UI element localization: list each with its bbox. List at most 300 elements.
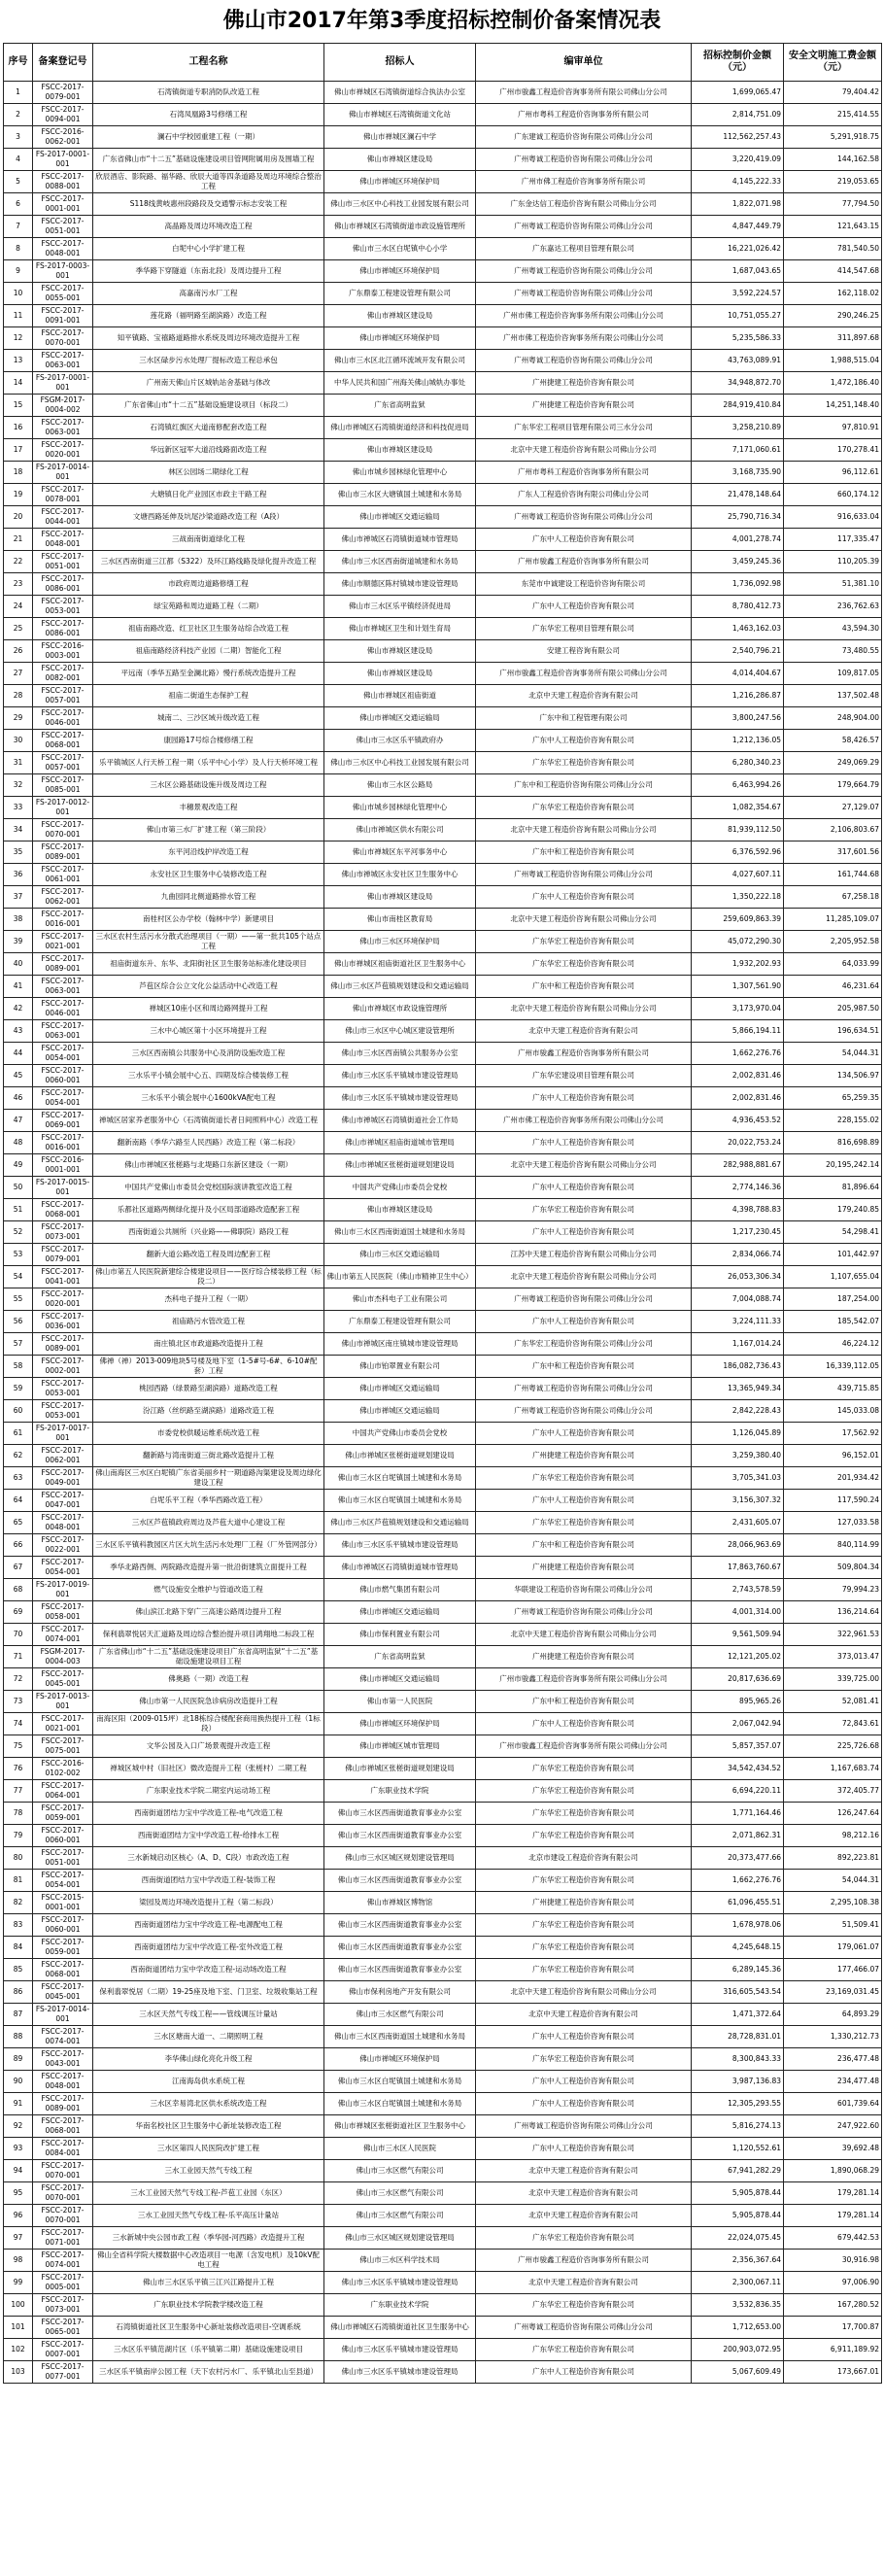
cell-filing-no: FSCC-2017-0045-001 <box>33 1981 93 2004</box>
cell-tenderer: 佛山市禅城区张槎街道规划建设局 <box>324 1445 476 1467</box>
cell-control-price: 9,561,509.94 <box>692 1624 784 1646</box>
cell-reviewer: 北京中天建工程造价咨询有限公司 <box>476 2004 692 2026</box>
cell-safety-fee: 215,414.55 <box>784 104 882 126</box>
cell-index: 92 <box>4 2115 33 2138</box>
cell-reviewer: 广州捷建工程造价咨询有限公司 <box>476 395 692 417</box>
cell-tenderer: 中华人民共和国广州海关佛山城轨办事处 <box>324 372 476 395</box>
cell-index: 17 <box>4 439 33 462</box>
cell-control-price: 4,847,449.79 <box>692 216 784 238</box>
cell-reviewer: 广东中和工程管理有限公司 <box>476 707 692 730</box>
cell-control-price: 1,212,136.05 <box>692 730 784 752</box>
cell-filing-no: FSCC-2017-0059-001 <box>33 1937 93 1959</box>
cell-tenderer: 广东省高明监狱 <box>324 1646 476 1668</box>
cell-tenderer: 佛山市城乡园林绿化管理中心 <box>324 462 476 484</box>
cell-index: 26 <box>4 640 33 663</box>
cell-safety-fee: 14,251,148.40 <box>784 395 882 417</box>
cell-index: 3 <box>4 126 33 149</box>
cell-control-price: 4,245,648.15 <box>692 1937 784 1959</box>
cell-safety-fee: 127,033.58 <box>784 1512 882 1534</box>
cell-tenderer: 佛山市禅城区祖庙街道城市管理局 <box>324 1132 476 1154</box>
cell-control-price: 67,941,282.29 <box>692 2160 784 2182</box>
cell-tenderer: 佛山市三水区燃气有限公司 <box>324 2182 476 2205</box>
cell-index: 46 <box>4 1087 33 1110</box>
cell-project-name: 祖庙南路改造、红卫社区卫生服务站综合改造工程 <box>93 618 324 640</box>
cell-control-price: 2,814,751.09 <box>692 104 784 126</box>
cell-project-name: 祖庙二街道生态保护工程 <box>93 685 324 707</box>
cell-tenderer: 佛山市三水区西南街道教育事业办公室 <box>324 1914 476 1937</box>
cell-reviewer: 广东建诚工程造价咨询有限公司佛山分公司 <box>476 126 692 149</box>
cell-safety-fee: 205,987.50 <box>784 998 882 1020</box>
cell-project-name: 杰科电子提升工程（一期） <box>93 1288 324 1311</box>
cell-safety-fee: 290,246.25 <box>784 305 882 327</box>
cell-safety-fee: 372,405.77 <box>784 1780 882 1803</box>
cell-filing-no: FSCC-2017-0053-001 <box>33 1400 93 1423</box>
cell-safety-fee: 46,224.12 <box>784 1333 882 1356</box>
table-row <box>4 1892 882 1914</box>
cell-project-name: 三水乐平小镇会展中心1600kVA配电工程 <box>93 1087 324 1110</box>
cell-project-name: 佛山全省科学院大楼数据中心改造项目一电源（含发电机）及10kV配电工程 <box>93 2250 324 2272</box>
table-row <box>4 171 882 193</box>
cell-project-name: 三水区西南街道三江都（S322）及环江路线路及绿化提升改造工程 <box>93 551 324 573</box>
cell-index: 22 <box>4 551 33 573</box>
cell-safety-fee: 144,162.58 <box>784 149 882 171</box>
cell-safety-fee: 58,426.57 <box>784 730 882 752</box>
cell-safety-fee: 322,961.53 <box>784 1624 882 1646</box>
cell-filing-no: FSCC-2017-0077-001 <box>33 2361 93 2384</box>
table-row <box>4 529 882 551</box>
cell-project-name: 梁园及周边环境改造提升工程（第二标段） <box>93 1892 324 1914</box>
cell-tenderer: 佛山市禅城区建设局 <box>324 640 476 663</box>
cell-reviewer: 广州市骏鑫工程造价咨询事务所有限公司佛山分公司 <box>476 1735 692 1758</box>
cell-filing-no: FSCC-2017-0054-001 <box>33 1043 93 1065</box>
cell-tenderer: 佛山市三水区乐平镇城市建设管理局 <box>324 2361 476 2384</box>
cell-safety-fee: 145,033.08 <box>784 1400 882 1423</box>
cell-safety-fee: 161,744.68 <box>784 864 882 886</box>
table-row <box>4 685 882 707</box>
cell-index: 74 <box>4 1713 33 1735</box>
cell-filing-no: FSCC-2017-0089-001 <box>33 953 93 976</box>
cell-project-name: 大塘镇日化产业园区市政主干路工程 <box>93 484 324 506</box>
cell-safety-fee: 1,330,212.73 <box>784 2026 882 2048</box>
cell-project-name: 平远南（季华五路至金澜北路）慢行系统改造提升工程 <box>93 663 324 685</box>
cell-index: 5 <box>4 171 33 193</box>
cell-tenderer: 佛山市禅城区环境保护局 <box>324 1713 476 1735</box>
cell-reviewer: 广东华宏建设项目管理有限公司 <box>476 1065 692 1087</box>
cell-reviewer: 广东华宏工程造价咨询有限公司 <box>476 1512 692 1534</box>
cell-index: 67 <box>4 1557 33 1579</box>
cell-index: 7 <box>4 216 33 238</box>
cell-index: 35 <box>4 841 33 864</box>
cell-filing-no: FS-2017-0001-001 <box>33 149 93 171</box>
cell-index: 93 <box>4 2138 33 2160</box>
cell-project-name: 知平镇路、宝禧路道路排水系统及周边环境改造提升工程 <box>93 327 324 350</box>
cell-control-price: 12,305,293.55 <box>692 2093 784 2115</box>
cell-filing-no: FSCC-2017-0065-001 <box>33 2317 93 2339</box>
cell-filing-no: FSCC-2017-0068-001 <box>33 1959 93 1981</box>
cell-project-name: 白坭中心小学扩建工程 <box>93 238 324 260</box>
cell-index: 23 <box>4 573 33 596</box>
cell-safety-fee: 101,442.97 <box>784 1244 882 1266</box>
cell-safety-fee: 97,006.90 <box>784 2272 882 2294</box>
col-header-index: 序号 <box>4 44 33 82</box>
cell-project-name: 西南街道团结力宝中学改造工程-电源配电工程 <box>93 1914 324 1937</box>
cell-index: 85 <box>4 1959 33 1981</box>
cell-index: 10 <box>4 283 33 305</box>
cell-filing-no: FSCC-2017-0055-001 <box>33 283 93 305</box>
cell-control-price: 25,790,716.34 <box>692 506 784 529</box>
cell-control-price: 3,592,224.57 <box>692 283 784 305</box>
table-row <box>4 1691 882 1713</box>
cell-reviewer: 广州市佛工程造价咨询事务所有限公司 <box>476 171 692 193</box>
cell-filing-no: FSCC-2017-0049-001 <box>33 1467 93 1490</box>
table-row <box>4 193 882 216</box>
cell-filing-no: FSCC-2017-0044-001 <box>33 506 93 529</box>
cell-control-price: 112,562,257.43 <box>692 126 784 149</box>
cell-safety-fee: 170,278.41 <box>784 439 882 462</box>
table-row <box>4 596 882 618</box>
cell-safety-fee: 79,994.23 <box>784 1579 882 1601</box>
cell-index: 39 <box>4 931 33 953</box>
cell-safety-fee: 137,502.48 <box>784 685 882 707</box>
cell-index: 75 <box>4 1735 33 1758</box>
cell-safety-fee: 64,893.29 <box>784 2004 882 2026</box>
cell-reviewer: 广东嘉达工程项目管理有限公司 <box>476 238 692 260</box>
cell-control-price: 13,365,949.34 <box>692 1378 784 1400</box>
cell-index: 13 <box>4 350 33 372</box>
cell-project-name: 佛山南海区三水区白坭镇广东省美丽乡村一期道路沟渠建设及周边绿化建设工程 <box>93 1467 324 1490</box>
cell-reviewer: 广州粤诚工程造价咨询有限公司佛山分公司 <box>476 506 692 529</box>
cell-index: 54 <box>4 1266 33 1288</box>
cell-control-price: 5,235,586.33 <box>692 327 784 350</box>
cell-tenderer: 佛山市三水区交通运输局 <box>324 1244 476 1266</box>
cell-reviewer: 北京中天建工程造价咨询有限公司 <box>476 2272 692 2294</box>
cell-tenderer: 佛山市三水区乐平镇城市建设管理局 <box>324 2339 476 2361</box>
table-row <box>4 841 882 864</box>
cell-index: 68 <box>4 1579 33 1601</box>
cell-safety-fee: 98,212.16 <box>784 1825 882 1847</box>
cell-tenderer: 佛山市禅城区建设局 <box>324 886 476 909</box>
cell-filing-no: FSCC-2017-0047-001 <box>33 1490 93 1512</box>
cell-project-name: 广州南天佛山片区城轨站舍基础与体改 <box>93 372 324 395</box>
cell-reviewer: 广东中人工程造价咨询有限公司 <box>476 1311 692 1333</box>
cell-index: 42 <box>4 998 33 1020</box>
cell-safety-fee: 185,542.07 <box>784 1311 882 1333</box>
cell-safety-fee: 373,013.47 <box>784 1646 882 1668</box>
cell-control-price: 4,145,222.33 <box>692 171 784 193</box>
cell-filing-no: FSCC-2017-0063-001 <box>33 417 93 439</box>
cell-control-price: 16,221,026.42 <box>692 238 784 260</box>
cell-safety-fee: 11,285,109.07 <box>784 909 882 931</box>
table-row <box>4 1557 882 1579</box>
cell-index: 63 <box>4 1467 33 1490</box>
cell-control-price: 3,259,380.40 <box>692 1445 784 1467</box>
cell-tenderer: 佛山市三水区科学技术局 <box>324 2250 476 2272</box>
cell-control-price: 1,771,164.46 <box>692 1803 784 1825</box>
cell-index: 89 <box>4 2048 33 2071</box>
cell-tenderer: 佛山市三水区白坭镇国土城建和水务局 <box>324 2071 476 2093</box>
table-row <box>4 2227 882 2250</box>
cell-tenderer: 佛山市禅城区东平河事务中心 <box>324 841 476 864</box>
cell-project-name: 广东省佛山市“十二五”基础设施建设项目管网附属用房及围墙工程 <box>93 149 324 171</box>
cell-reviewer: 北京中天建工程造价咨询有限公司佛山分公司 <box>476 1624 692 1646</box>
cell-reviewer: 广州捷建工程造价咨询有限公司 <box>476 372 692 395</box>
cell-index: 76 <box>4 1758 33 1780</box>
cell-filing-no: FS-2017-0017-001 <box>33 1423 93 1445</box>
cell-tenderer: 佛山市三水区乐平镇城市建设管理局 <box>324 1065 476 1087</box>
cell-reviewer: 广东中人工程造价咨询有限公司 <box>476 2138 692 2160</box>
cell-reviewer: 广东中和工程造价咨询有限公司 <box>476 1534 692 1557</box>
col-header-project-name: 工程名称 <box>93 44 324 82</box>
cell-reviewer: 广东中人工程造价咨询有限公司 <box>476 1490 692 1512</box>
cell-index: 60 <box>4 1400 33 1423</box>
cell-reviewer: 广东中人工程造价咨询有限公司 <box>476 1132 692 1154</box>
cell-index: 72 <box>4 1668 33 1691</box>
cell-index: 77 <box>4 1780 33 1803</box>
cell-safety-fee: 64,033.99 <box>784 953 882 976</box>
cell-tenderer: 佛山市三水区芦苞镇规划建设和交通运输局 <box>324 1512 476 1534</box>
cell-project-name: 市委党校供暖运维系统改造工程 <box>93 1423 324 1445</box>
cell-tenderer: 中国共产党佛山市委员会党校 <box>324 1177 476 1199</box>
cell-safety-fee: 660,174.12 <box>784 484 882 506</box>
cell-index: 44 <box>4 1043 33 1065</box>
cell-project-name: 祖庙街道东升、东华、北阳街社区卫生服务站标准化建设项目 <box>93 953 324 976</box>
cell-tenderer: 佛山市禅城区交通运输局 <box>324 1400 476 1423</box>
table-row <box>4 395 882 417</box>
cell-reviewer: 北京中天建工程造价咨询有限公司 <box>476 1020 692 1043</box>
cell-filing-no: FSCC-2017-0041-001 <box>33 1266 93 1288</box>
table-row <box>4 2339 882 2361</box>
table-row <box>4 305 882 327</box>
cell-safety-fee: 234,477.48 <box>784 2071 882 2093</box>
cell-tenderer: 佛山市三水区环境保护局 <box>324 931 476 953</box>
cell-control-price: 2,002,831.46 <box>692 1087 784 1110</box>
cell-project-name: 三水区乐平镇科教园区片区大坑生活污水处理厂工程（厂外管网部分） <box>93 1534 324 1557</box>
cell-reviewer: 北京市建设工程造价咨询有限公司 <box>476 1847 692 1870</box>
cell-control-price: 282,988,881.67 <box>692 1154 784 1177</box>
cell-reviewer: 广东中人工程造价咨询有限公司 <box>476 2026 692 2048</box>
cell-reviewer: 北京中天建工程造价咨询有限公司佛山分公司 <box>476 1154 692 1177</box>
cell-project-name: 三水区第四人民医院改扩建工程 <box>93 2138 324 2160</box>
cell-safety-fee: 225,726.68 <box>784 1735 882 1758</box>
cell-tenderer: 佛山市三水区中心科技工业园发展有限公司 <box>324 193 476 216</box>
cell-project-name: 九曲园同北侧道路排水管工程 <box>93 886 324 909</box>
cell-project-name: 华远新区冠军大道沿线路面改造工程 <box>93 439 324 462</box>
cell-reviewer: 广东华宏工程造价咨询有限公司 <box>476 1937 692 1959</box>
cell-project-name: 乐都社区道路两侧绿化提升及小区局部道路改造配套工程 <box>93 1199 324 1221</box>
cell-reviewer: 广州粤诚工程造价咨询有限公司佛山分公司 <box>476 2317 692 2339</box>
cell-tenderer: 佛山市禅城区石湾镇街道综合执法办公室 <box>324 82 476 104</box>
cell-reviewer: 北京中天建工程造价咨询有限公司 <box>476 2182 692 2205</box>
table-row <box>4 618 882 640</box>
cell-safety-fee: 196,634.51 <box>784 1020 882 1043</box>
cell-filing-no: FSCC-2017-0074-001 <box>33 2026 93 2048</box>
table-row <box>4 1981 882 2004</box>
cell-tenderer: 佛山市三水区芦苞镇规划建设和交通运输局 <box>324 976 476 998</box>
cell-control-price: 1,217,230.45 <box>692 1221 784 1244</box>
cell-project-name: 三水区公路基础设施升级及周边工程 <box>93 774 324 797</box>
table-row <box>4 752 882 774</box>
cell-control-price: 43,763,089.91 <box>692 350 784 372</box>
cell-index: 70 <box>4 1624 33 1646</box>
cell-tenderer: 佛山市禅城区建设局 <box>324 305 476 327</box>
cell-index: 52 <box>4 1221 33 1244</box>
cell-filing-no: FSGM-2017-0004-002 <box>33 395 93 417</box>
cell-tenderer: 佛山市三水区燃气有限公司 <box>324 2004 476 2026</box>
cell-filing-no: FSCC-2017-0079-001 <box>33 1244 93 1266</box>
cell-reviewer: 广东中和工程造价咨询有限公司 <box>476 976 692 998</box>
table-row <box>4 283 882 305</box>
cell-filing-no: FSCC-2017-0020-001 <box>33 439 93 462</box>
cell-safety-fee: 248,904.00 <box>784 707 882 730</box>
cell-reviewer: 广州粤诚工程造价咨询有限公司佛山分公司 <box>476 260 692 283</box>
cell-tenderer: 佛山市禅城区永安社区卫生服务中心 <box>324 864 476 886</box>
cell-filing-no: FSCC-2017-0046-001 <box>33 998 93 1020</box>
cell-index: 80 <box>4 1847 33 1870</box>
cell-filing-no: FSCC-2017-0082-001 <box>33 663 93 685</box>
cell-reviewer: 广州市骏鑫工程造价咨询事务所有限公司 <box>476 2250 692 2272</box>
cell-filing-no: FSCC-2017-0088-001 <box>33 171 93 193</box>
cell-index: 37 <box>4 886 33 909</box>
table-row <box>4 1668 882 1691</box>
cell-reviewer: 广东华宏工程造价咨询有限公司 <box>476 931 692 953</box>
cell-reviewer: 东莞市中诚建设工程造价咨询有限公司 <box>476 573 692 596</box>
table-row <box>4 1534 882 1557</box>
cell-project-name: 翻新路与湾南街道三街北路改造提升工程 <box>93 1445 324 1467</box>
cell-index: 43 <box>4 1020 33 1043</box>
cell-tenderer: 佛山市禅城区环境保护局 <box>324 171 476 193</box>
cell-filing-no: FSCC-2017-0016-001 <box>33 909 93 931</box>
cell-project-name: 季华路下穿隧道（东南北段）及周边提升工程 <box>93 260 324 283</box>
cell-index: 53 <box>4 1244 33 1266</box>
cell-safety-fee: 54,044.31 <box>784 1870 882 1892</box>
cell-safety-fee: 179,281.14 <box>784 2182 882 2205</box>
cell-tenderer: 佛山市三水区西南街道教育事业办公室 <box>324 1825 476 1847</box>
cell-project-name: 城南二、三沙区域升级改造工程 <box>93 707 324 730</box>
cell-reviewer: 广东华宏工程造价咨询有限公司 <box>476 752 692 774</box>
cell-control-price: 4,936,453.52 <box>692 1110 784 1132</box>
cell-safety-fee: 1,167,683.74 <box>784 1758 882 1780</box>
cell-reviewer: 广东中人工程造价咨询有限公司 <box>476 2361 692 2384</box>
cell-project-name: 石湾凤凰路3号修缮工程 <box>93 104 324 126</box>
cell-index: 71 <box>4 1646 33 1668</box>
cell-safety-fee: 51,381.10 <box>784 573 882 596</box>
cell-tenderer: 佛山市三水区白坭镇国土城建和水务局 <box>324 2093 476 2115</box>
cell-control-price: 6,289,145.36 <box>692 1959 784 1981</box>
cell-safety-fee: 317,601.56 <box>784 841 882 864</box>
table-row <box>4 819 882 841</box>
cell-tenderer: 佛山市禅城区交通运输局 <box>324 1601 476 1624</box>
cell-index: 59 <box>4 1378 33 1400</box>
cell-reviewer: 广州捷建工程造价咨询有限公司 <box>476 1892 692 1914</box>
col-header-control-price: 招标控制价金额（元） <box>692 44 784 82</box>
cell-reviewer: 广东华宏工程造价咨询有限公司佛山分公司 <box>476 1333 692 1356</box>
cell-control-price: 1,662,276.76 <box>692 1043 784 1065</box>
cell-filing-no: FSCC-2017-0061-001 <box>33 864 93 886</box>
cell-control-price: 1,216,286.87 <box>692 685 784 707</box>
cell-project-name: 高嘉南污水厂工程 <box>93 283 324 305</box>
cell-control-price: 1,167,014.24 <box>692 1333 784 1356</box>
table-row <box>4 1199 882 1221</box>
cell-control-price: 10,751,055.27 <box>692 305 784 327</box>
cell-control-price: 8,300,843.33 <box>692 2048 784 2071</box>
table-row <box>4 1959 882 1981</box>
cell-project-name: 广东职业技术学院二期室内运动场工程 <box>93 1780 324 1803</box>
cell-control-price: 12,121,205.02 <box>692 1646 784 1668</box>
cell-project-name: 华南名校社区卫生服务中心新址装修改造工程 <box>93 2115 324 2138</box>
cell-reviewer: 广州粤诚工程造价咨询有限公司佛山分公司 <box>476 1288 692 1311</box>
cell-filing-no: FSCC-2016-0003-001 <box>33 640 93 663</box>
cell-project-name: 永安社区卫生服务中心装修改造工程 <box>93 864 324 886</box>
cell-project-name: 中国共产党佛山市委员会党校国际演讲教室改造工程 <box>93 1177 324 1199</box>
cell-filing-no: FSCC-2017-0089-001 <box>33 2093 93 2115</box>
cell-index: 21 <box>4 529 33 551</box>
cell-project-name: 三水区碌步污水处理厂提标改造工程总承包 <box>93 350 324 372</box>
cell-safety-fee: 54,044.31 <box>784 1043 882 1065</box>
cell-control-price: 61,096,455.51 <box>692 1892 784 1914</box>
cell-filing-no: FSCC-2016-0102-002 <box>33 1758 93 1780</box>
table-row <box>4 1579 882 1601</box>
cell-index: 31 <box>4 752 33 774</box>
cell-safety-fee: 121,643.15 <box>784 216 882 238</box>
cell-tenderer: 佛山市三水区城区规划建设管理局 <box>324 1847 476 1870</box>
cell-control-price: 3,800,247.56 <box>692 707 784 730</box>
table-row <box>4 1624 882 1646</box>
cell-index: 86 <box>4 1981 33 2004</box>
cell-safety-fee: 1,472,186.40 <box>784 372 882 395</box>
cell-control-price: 1,736,092.98 <box>692 573 784 596</box>
cell-project-name: 佛山滨江北路下穿广三高速公路周边提升工程 <box>93 1601 324 1624</box>
cell-project-name: 三水区西南镇公共服务中心及消防设施改造工程 <box>93 1043 324 1065</box>
cell-index: 61 <box>4 1423 33 1445</box>
cell-reviewer: 广东华宏工程造价咨询有限公司 <box>476 1959 692 1981</box>
cell-filing-no: FSCC-2017-0002-001 <box>33 1356 93 1378</box>
cell-safety-fee: 173,667.01 <box>784 2361 882 2384</box>
cell-reviewer: 广州粤诚工程造价咨询有限公司佛山分公司 <box>476 283 692 305</box>
cell-filing-no: FSCC-2017-0073-001 <box>33 1221 93 1244</box>
cell-tenderer: 佛山市三水区公路局 <box>324 774 476 797</box>
cell-index: 56 <box>4 1311 33 1333</box>
cell-reviewer: 广东华宏工程造价咨询有限公司 <box>476 1870 692 1892</box>
cell-reviewer: 江苏中天建工程造价咨询有限公司佛山分公司 <box>476 1244 692 1266</box>
cell-tenderer: 佛山市禅城区澜石中学 <box>324 126 476 149</box>
cell-filing-no: FSCC-2017-0070-001 <box>33 2160 93 2182</box>
cell-control-price: 2,540,796.21 <box>692 640 784 663</box>
cell-filing-no: FS-2017-0019-001 <box>33 1579 93 1601</box>
cell-control-price: 4,027,607.11 <box>692 864 784 886</box>
cell-control-price: 2,834,066.74 <box>692 1244 784 1266</box>
cell-index: 29 <box>4 707 33 730</box>
cell-project-name: 西南街道团结力宝中学改造工程-装饰工程 <box>93 1870 324 1892</box>
cell-reviewer: 广东华宏工程造价咨询有限公司 <box>476 1803 692 1825</box>
cell-filing-no: FSCC-2017-0005-001 <box>33 2272 93 2294</box>
table-row <box>4 484 882 506</box>
cell-tenderer: 佛山市保利房地产开发有限公司 <box>324 1981 476 2004</box>
cell-filing-no: FSCC-2017-0045-001 <box>33 1668 93 1691</box>
table-row <box>4 2160 882 2182</box>
cell-project-name: 三水区乐平镇南岸公园工程（天下农村污水厂、乐平镇北山至县道） <box>93 2361 324 2384</box>
cell-index: 95 <box>4 2182 33 2205</box>
cell-control-price: 1,350,222.18 <box>692 886 784 909</box>
table-body <box>4 82 882 2384</box>
cell-control-price: 1,463,162.03 <box>692 618 784 640</box>
cell-reviewer: 广州捷建工程造价咨询有限公司 <box>476 1557 692 1579</box>
cell-tenderer: 佛山市禅城区石湾镇街道市政设施管理所 <box>324 216 476 238</box>
cell-safety-fee: 73,480.55 <box>784 640 882 663</box>
cell-tenderer: 佛山市三水区白坭镇中心小学 <box>324 238 476 260</box>
cell-filing-no: FSCC-2017-0062-001 <box>33 1445 93 1467</box>
cell-project-name: 文华公园及入口广场景观提升改造工程 <box>93 1735 324 1758</box>
cell-tenderer: 佛山市三水区白坭镇国土城建和水务局 <box>324 1490 476 1512</box>
